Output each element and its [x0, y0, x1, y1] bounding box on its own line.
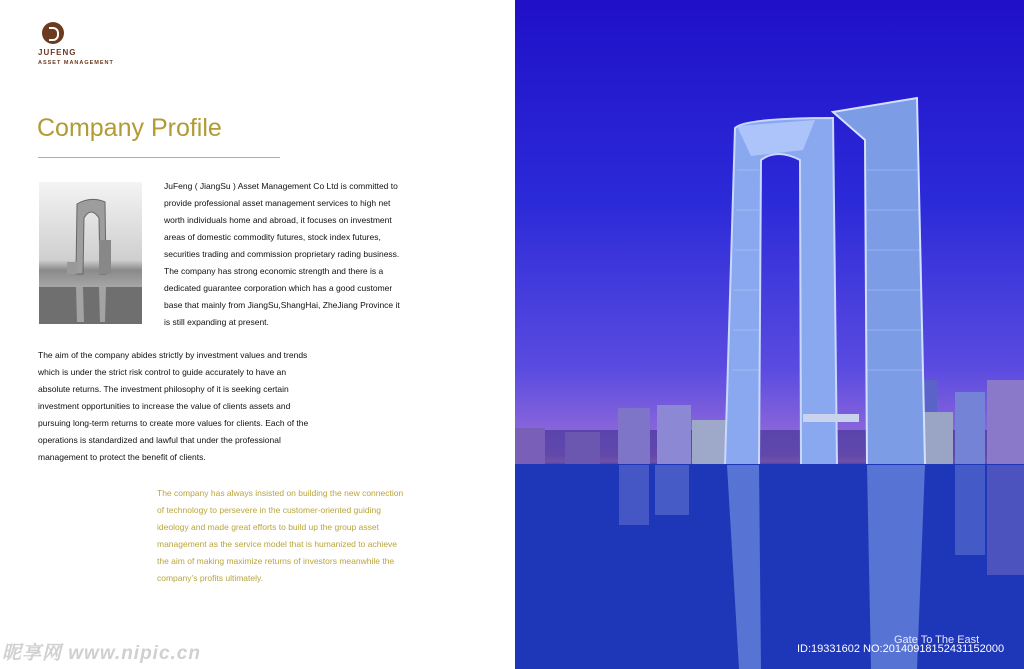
aim-paragraph: The aim of the company abides strictly by investment values and trends which is under the strict risk control to guide accurately to have an absolute returns. The investment philosophy of it is seeking certain investment opportunities to increase the value of clients assets and pursuing long-term returns to create more values for clients. Each of the operations is standardized and lawful that under the professional management to protect the benefit of clients. — [38, 350, 309, 462]
building-thumbnail — [39, 182, 142, 324]
philosophy-paragraph: The company has always insisted on building the new connection of technology to persevere in the customer-oriented guiding ideology and made great efforts to build up the group asset management as the service model that is humanized to achieve the aim of making maximize returns of investors meanwhile the company’s profits ultimately. — [157, 488, 404, 583]
photo-caption: Gate To The East — [894, 634, 980, 646]
intro-paragraph: JuFeng ( JiangSu ) Asset Management Co Ltd is committed to provide professional asset management services to high net worth individuals home and abroad, it focuses on investment areas of domestic commodity futures, stock index futures, securities trading and commission proprietary rading business. The company has strong economic strength and there is a dedicated guarantee corporation which has a good customer base that mainly from JiangSu,ShangHai, ZheJiang Province it is still expanding at present. — [164, 181, 400, 327]
gate-photo — [515, 0, 1024, 669]
page-title: Company Profile — [37, 114, 222, 142]
title-divider — [38, 157, 280, 158]
brand-subtitle: ASSET MANAGEMENT — [38, 60, 114, 66]
image-id-line: ID:19331602 NO:20140918152431152000 — [797, 643, 1005, 655]
brand-name: JUFENG — [38, 48, 77, 57]
jufeng-logo-icon — [42, 22, 64, 44]
site-watermark: 昵享网 www.nipic.cn — [2, 643, 201, 664]
